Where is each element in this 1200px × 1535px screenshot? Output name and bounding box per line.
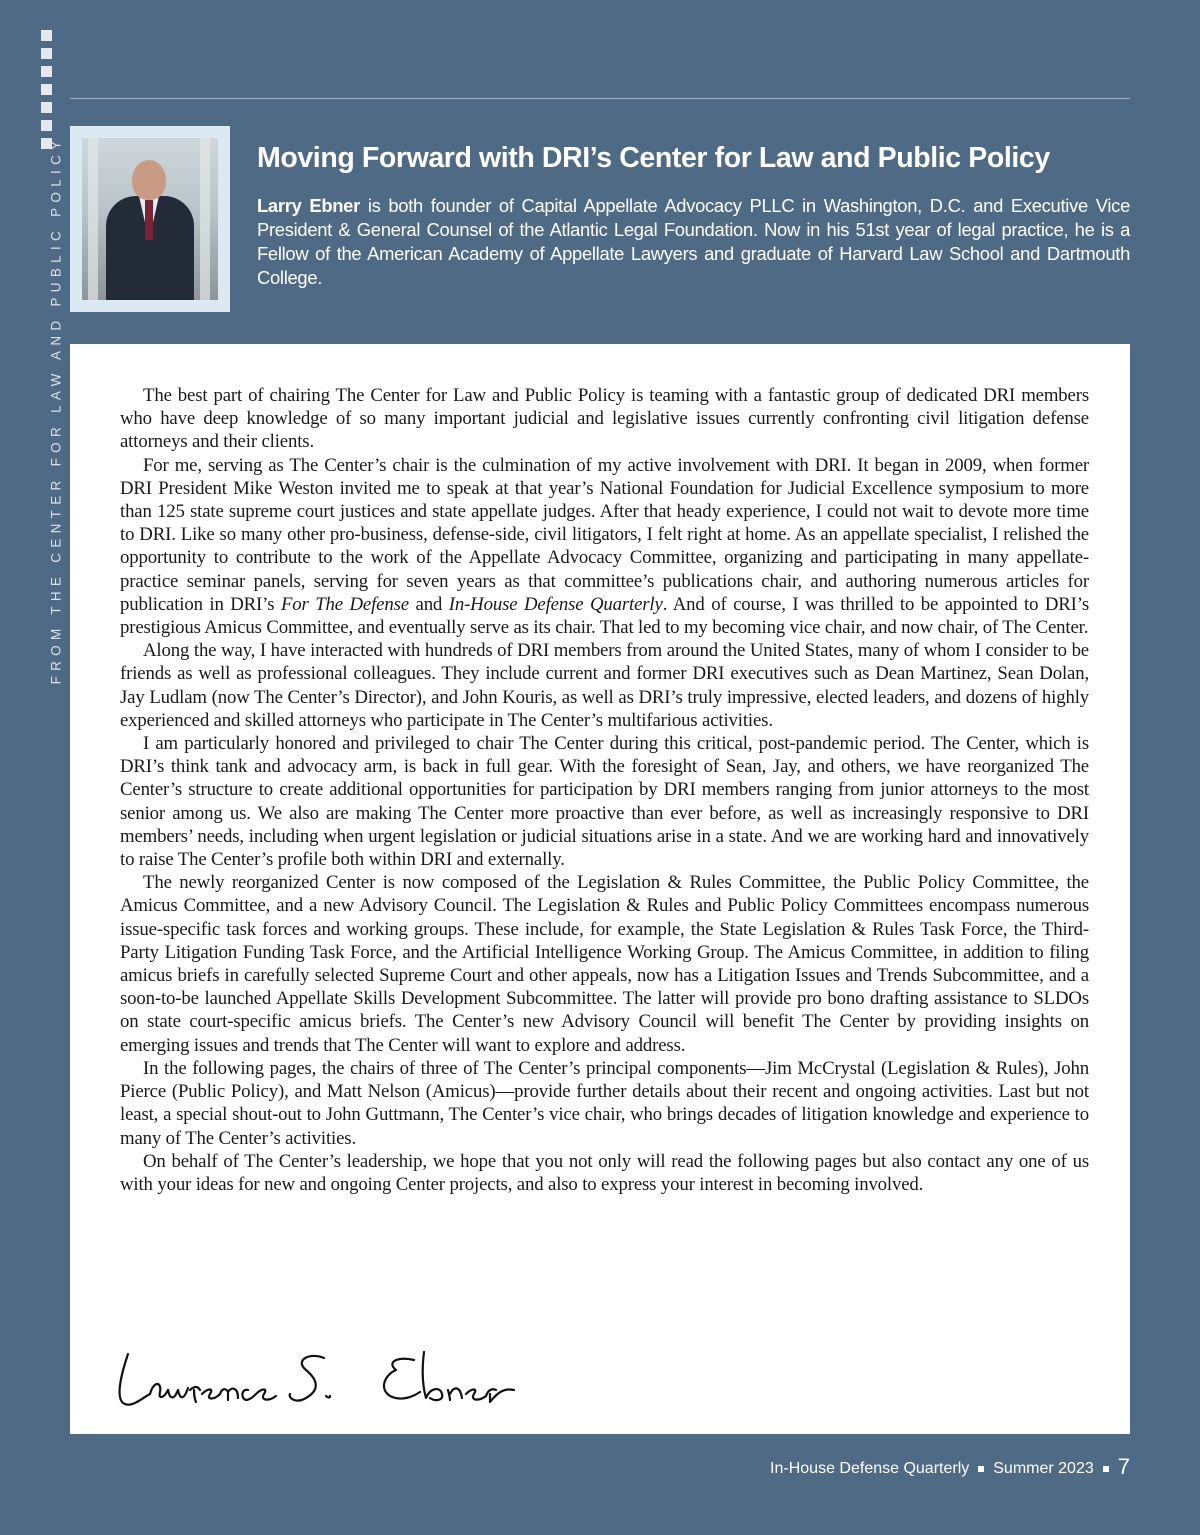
author-photo-frame: [70, 126, 230, 312]
article-paragraph: The newly reorganized Center is now composed of the Legislation & Rules Committee, the Public Policy Committee, the Amicus Committee, and a new Advisory Council. The Legislation & Rules and Public Policy Committees encompass numerous issue-specific task forces and working groups. These include, for example, the State Legislation & Rules Task Force, the Third-Party Litigation Funding Task Force, and the Artificial Intelligence Working Group. The Amicus Committee, in addition to filing amicus briefs in carefully selected Supreme Court and other appeals, now has a Litigation Issues and Trends Subcommittee, and a soon-to-be launched Appellate Skills Development Subcommittee. The latter will provide pro bono drafting assistance to SLDOs on state court-specific amicus briefs. The Center’s new Advisory Council will benefit The Center by providing insights on emerging issues and trends that The Center will want to explore and address.: [120, 872, 1089, 1056]
author-bio-text: is both founder of Capital Appellate Advocacy PLLC in Washington, D.C. and Executive Vice President & General Counsel of the Atlantic Legal Foundation. Now in his 51st year of legal practice, he is a Fellow of the American Academy of Appellate Lawyers and graduate of Harvard Law School and Dartmouth College.: [257, 195, 1130, 288]
article-paragraph: On behalf of The Center’s leadership, we hope that you not only will read the following pages but also contact any one of us with your ideas for new and ongoing Center projects, and also to express your interest in becoming involved.: [120, 1150, 1089, 1195]
author-bio: [257, 194, 1130, 290]
author-name: Larry Ebner: [257, 195, 360, 216]
article-paragraph: In the following pages, the chairs of three of The Center’s principal components—Jim McCrystal (Legislation & Rules), John Pierce (Public Policy), and Matt Nelson (Amicus)—provide further details about their recent and ongoing activities. Last but not least, a special shout-out to John Guttmann, The Center’s vice chair, who brings decades of litigation knowledge and experience to many of The Center’s activities.: [120, 1057, 1089, 1149]
separator-square-icon: [978, 1466, 984, 1472]
page-footer: [770, 1454, 1130, 1480]
section-label: FROM THE CENTER FOR LAW AND PUBLIC POLICY: [48, 135, 64, 685]
article-paragraph: For me, serving as The Center’s chair is the culmination of my active involvement with DRI. It began in 2009, when former DRI President Mike Weston invited me to speak at that year’s National Foundation for Judicial Excellence symposium to more than 125 state supreme court justices and state appellate judges. After that heady experience, I could not wait to devote more time to DRI. Like so many other pro-business, defense-side, civil litigators, I felt right at home. As an appellate specialist, I relished the opportunity to contribute to the work of the Appellate Advocacy Committee, organizing and participating in many appellate-practice seminar panels, serving for seven years as that committee’s publications chair, and authoring numerous articles for publication in DRI’s For The Defense and In-House Defense Quarterly. And of course, I was thrilled to be appointed to DRI’s prestigious Amicus Committee, and eventually serve as its chair. That led to my becoming vice chair, and now chair, of The Center.: [120, 454, 1089, 639]
article-title: Moving Forward with DRI’s Center for Law and Public Policy: [257, 142, 1050, 174]
top-divider: [70, 98, 1130, 99]
article-paragraph: Along the way, I have interacted with hundreds of DRI members from around the United States, many of whom I consider to be friends as well as professional colleagues. They include current and former DRI executives such as Dean Martinez, Sean Dolan, Jay Ludlam (now The Center’s Director), and John Kouris, as well as DRI’s truly impressive, elected leaders, and dozens of highly experienced and skilled attorneys who participate in The Center’s multifarious activities.: [120, 640, 1089, 731]
publication-name: In-House Defense Quarterly: [770, 1460, 970, 1477]
article-panel: [70, 344, 1130, 1434]
article-body: [120, 384, 1089, 1196]
page-number: 7: [1117, 1454, 1130, 1479]
handwritten-signature: [110, 1332, 530, 1422]
issue-label: Summer 2023: [993, 1460, 1094, 1477]
separator-square-icon: [1103, 1466, 1109, 1472]
article-paragraph: I am particularly honored and privileged to chair The Center during this critical, post-pandemic period. The Center, which is DRI’s think tank and advocacy arm, is back in full gear. With the foresight of Sean, Jay, and others, we have reorganized The Center’s structure to create additional opportunities for participation by DRI members ranging from junior attorneys to the most senior among us. We also are making The Center more proactive than ever before, as well as increasingly responsive to DRI members’ needs, including when urgent legislation or judicial situations arise in a state. And we are working hard and innovatively to raise The Center’s profile both within DRI and externally.: [120, 733, 1089, 871]
article-paragraph: The best part of chairing The Center for Law and Public Policy is teaming with a fantastic group of dedicated DRI members who have deep knowledge of so many important judicial and legislative issues currently confronting civil litigation defense attorneys and their clients.: [120, 385, 1089, 453]
author-photo: [82, 138, 218, 300]
